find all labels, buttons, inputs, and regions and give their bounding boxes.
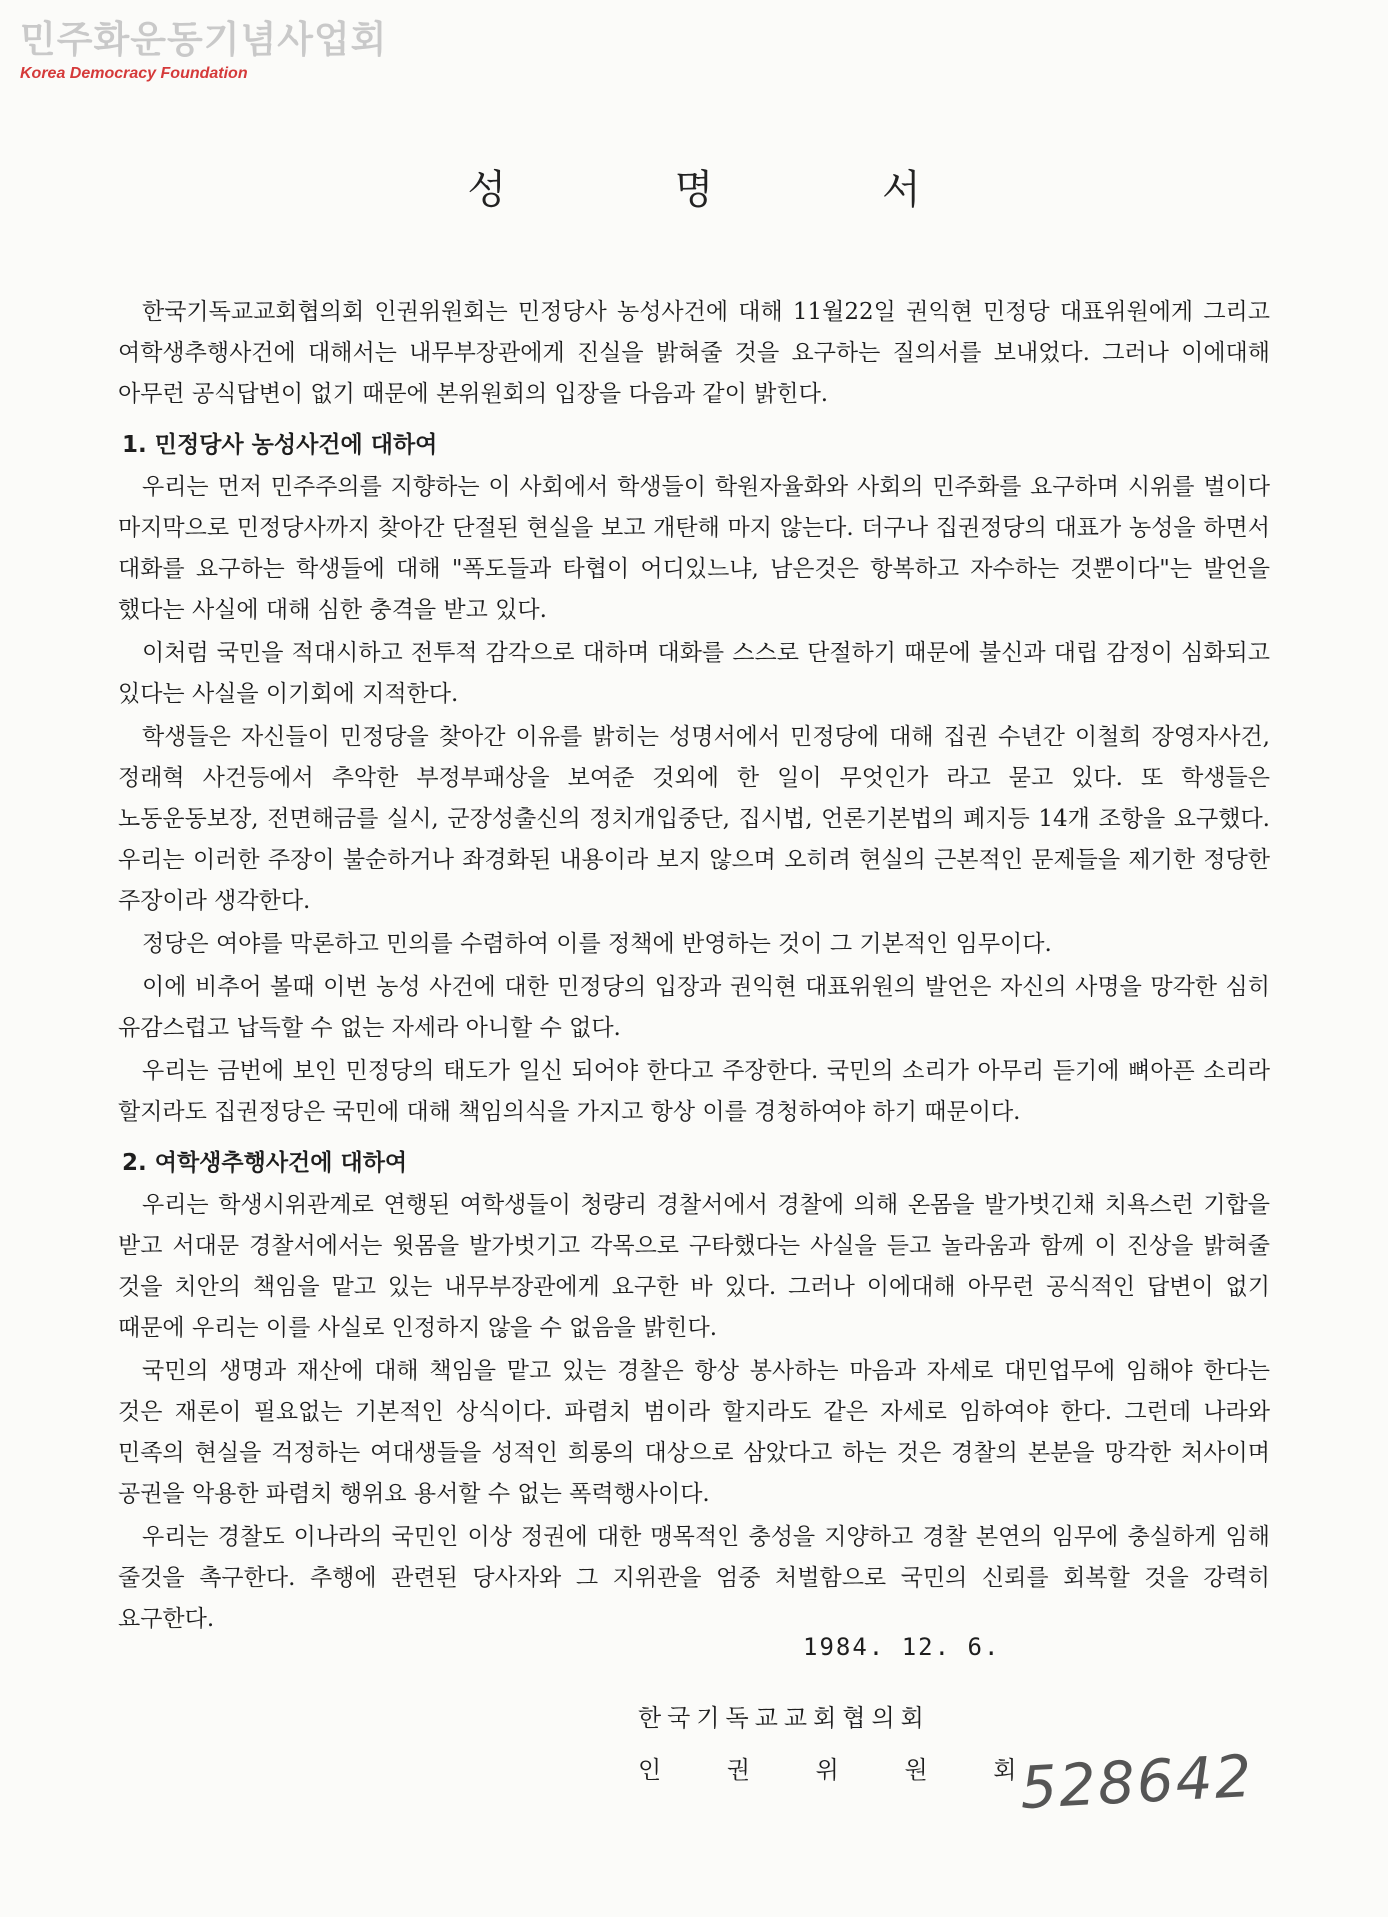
document-date: 1984. 12. 6. xyxy=(803,1633,1001,1661)
signature-block xyxy=(638,1692,1045,1796)
intro-paragraph: 한국기독교교회협의회 인권위원회는 민정당사 농성사건에 대해 11월22일 권익현 민정당 대표위원에게 그리고 여학생추행사건에 대해서는 내무부장관에게 진실을 밝혀줄 것을 요구하는 질의서를 보내었다. 그러나 이에대해 아무런 공식답변이 없기 때문에 본위원회의 입장을 다음과 같이 밝힌다. xyxy=(118,299,1270,407)
body-paragraph: 학생들은 자신들이 민정당을 찾아간 이유를 밝히는 성명서에서 민정당에 대해 집권 수년간 이철희 장영자사건, 정래혁 사건등에서 추악한 부정부패상을 보여준 것외에 한 일이 무엇인가 라고 묻고 있다. 또 학생들은 노동운동보장, 전면해금를 실시, 군장성출신의 정치개입중단, 집시법, 언론기본법의 폐지등 14개 조항을 요구했다. 우리는 이러한 주장이 불순하거나 좌경화된 내용이라 보지 않으며 오히려 현실의 근본적인 문제들을 제기한 정당한 주장이라 생각한다. xyxy=(118,724,1270,914)
body-paragraph: 우리는 먼저 민주주의를 지향하는 이 사회에서 학생들이 학원자율화와 사회의 민주화를 요구하며 시위를 벌이다 마지막으로 민정당사까지 찾아간 단절된 현실을 보고 개탄해 마지 않는다. 더구나 집권정당의 대표가 농성을 하면서 대화를 요구하는 학생들에 대해 "폭도들과 타협이 어디있느냐, 남은것은 항복하고 자수하는 것뿐이다"는 발언을 했다는 사실에 대해 심한 충격을 받고 있다. xyxy=(118,474,1270,623)
section-heading xyxy=(122,1143,1270,1183)
body-paragraph: 우리는 경찰도 이나라의 국민인 이상 정권에 대한 맹목적인 충성을 지양하고 경찰 본연의 임무에 충실하게 임해 줄것을 촉구한다. 추행에 관련된 당사자와 그 지위관을 엄중 처벌함으로 국민의 신뢰를 회복할 것을 강력히 요구한다. xyxy=(118,1524,1270,1632)
section-title: 여학생추행사건에 대하여 xyxy=(154,1150,408,1176)
section-heading xyxy=(122,425,1270,465)
section-number: 2. xyxy=(122,1150,147,1176)
section-1 xyxy=(118,425,1270,1133)
section-2 xyxy=(118,1143,1270,1640)
body-paragraph: 우리는 학생시위관계로 연행된 여학생들이 청량리 경찰서에서 경찰에 의해 온몸을 발가벗긴채 치욕스런 기합을 받고 서대문 경찰서에서는 윗몸을 발가벗기고 각목으로 구타했다는 사실을 듣고 놀라움과 함께 이 진상을 밝혀줄 것을 치안의 책임을 맡고 있는 내무부장관에게 요구한 바 있다. 그러나 이에대해 아무런 공식적인 답변이 없기 때문에 우리는 이를 사실로 인정하지 않을 수 없음을 밝힌다. xyxy=(118,1192,1270,1341)
foundation-logo xyxy=(20,18,387,84)
section-title: 민정당사 농성사건에 대하여 xyxy=(154,432,438,458)
body-paragraph: 정당은 여야를 막론하고 민의를 수렴하여 이를 정책에 반영하는 것이 그 기본적인 임무이다. xyxy=(142,931,1052,957)
handwritten-archive-number: 528642 xyxy=(1018,1741,1256,1823)
section-number: 1. xyxy=(122,432,147,458)
signature-org-name: 한국기독교교회협의회 xyxy=(638,1704,930,1732)
body-paragraph: 국민의 생명과 재산에 대해 책임을 맡고 있는 경찰은 항상 봉사하는 마음과 자세로 대민업무에 임해야 한다는 것은 재론이 필요없는 기본적인 상식이다. 파렴치 범이라 할지라도 같은 자세로 임하여야 한다. 그런데 나라와 민족의 현실을 걱정하는 여대생들을 성적인 희롱의 대상으로 삼았다고 하는 것은 경찰의 본분을 망각한 처사이며 공권을 악용한 파렴치 행위요 용서할 수 없는 폭력행사이다. xyxy=(118,1358,1270,1507)
document-title: 성 명 서 xyxy=(467,167,999,213)
body-paragraph: 이에 비추어 볼때 이번 농성 사건에 대한 민정당의 입장과 권익현 대표위원의 발언은 자신의 사명을 망각한 심히 유감스럽고 납득할 수 없는 자세라 아니할 수 없다. xyxy=(118,974,1270,1041)
body-paragraph: 이처럼 국민을 적대시하고 전투적 감각으로 대하며 대화를 스스로 단절하기 때문에 불신과 대립 감정이 심화되고 있다는 사실을 이기회에 지적한다. xyxy=(118,640,1270,707)
document-body xyxy=(118,292,1270,1642)
body-paragraph: 우리는 금번에 보인 민정당의 태도가 일신 되어야 한다고 주장한다. 국민의 소리가 아무리 듣기에 뼈아픈 소리라 할지라도 집권정당은 국민에 대해 책임의식을 가지고 항상 이를 경청하여야 하기 때문이다. xyxy=(118,1058,1270,1125)
signature-committee-name: 인 권 위 원 회 xyxy=(638,1756,1046,1784)
logo-english-text: Korea Democracy Foundation xyxy=(20,65,248,82)
logo-korean-text: 민주화운동기념사업회 xyxy=(20,18,388,61)
